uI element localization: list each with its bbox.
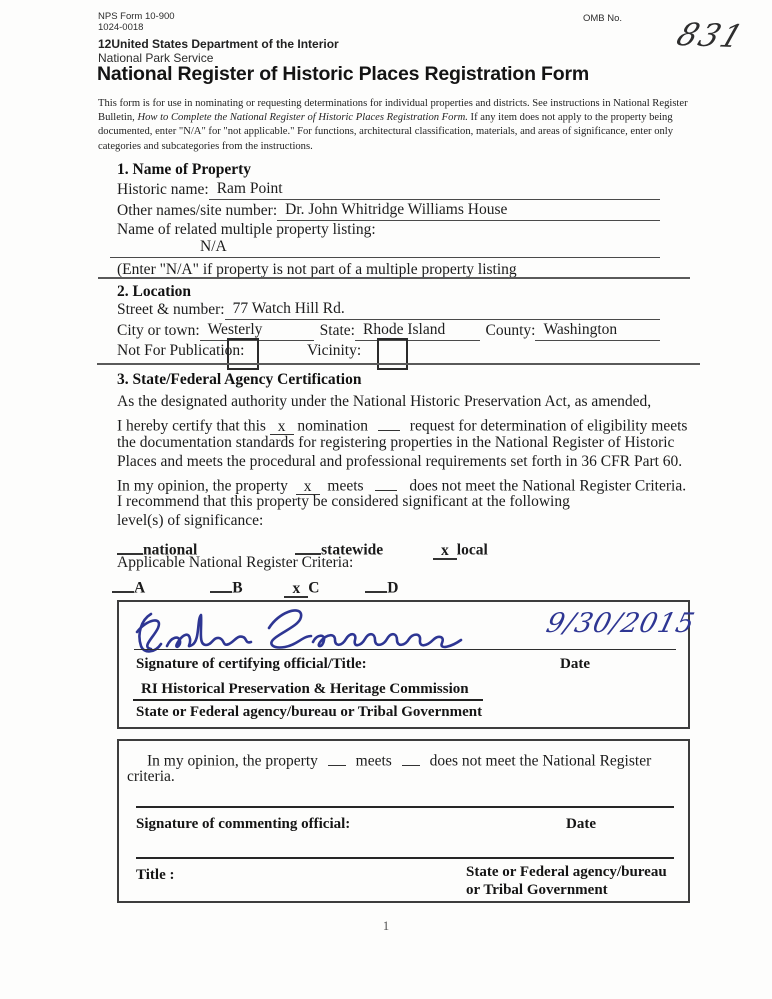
section3-divider bbox=[97, 363, 700, 365]
historic-name-field bbox=[117, 180, 660, 200]
commenting-official-box bbox=[117, 739, 690, 903]
criterion-d-blank bbox=[365, 575, 387, 593]
certify-line1-mid: nomination bbox=[297, 417, 369, 435]
commenting-date-label: Date bbox=[566, 816, 596, 832]
street-field bbox=[117, 300, 660, 320]
instructions-text-post: If any item does not apply to the property being documented, enter "N/A" for "not applicable." For functions, architectural classification, materials, and areas of significance, enter only categories and subcategories from the instructions. bbox=[98, 112, 674, 152]
signature-line bbox=[134, 649, 676, 650]
instructions-text-italic: How to Complete the National Register of Historic Places Registration Form. bbox=[137, 112, 468, 124]
certify-line2: the documentation standards for registering properties in the National Register of Historic bbox=[117, 434, 675, 451]
comment-opinion-line1 bbox=[147, 749, 651, 771]
city-label: City or town: bbox=[117, 322, 200, 339]
certifying-date-label: Date bbox=[560, 656, 590, 672]
criterion-d-label: D bbox=[387, 579, 399, 597]
page-number: 1 bbox=[382, 919, 390, 933]
opinion-line1-mid: meets bbox=[327, 477, 364, 495]
county-value: Washington bbox=[535, 321, 660, 341]
criterion-b-blank bbox=[210, 575, 232, 593]
comment-opinion-mid: meets bbox=[355, 752, 392, 770]
comment-does-not-meet-blank bbox=[402, 749, 420, 766]
vicinity-checkbox bbox=[377, 338, 408, 370]
section2-divider bbox=[98, 277, 690, 279]
authority-statement: As the designated authority under the National Historic Preservation Act, as amended, bbox=[117, 393, 652, 410]
certifying-agency-label: State or Federal agency/bureau or Tribal Government bbox=[136, 704, 483, 720]
commenting-title-line bbox=[136, 857, 674, 859]
certifying-official-box bbox=[117, 600, 699, 729]
related-listing-note: (Enter "N/A" if property is not part of a multiple property listing bbox=[117, 261, 517, 278]
state-label: State: bbox=[319, 322, 355, 339]
form-number-line2: 1024-0018 bbox=[98, 22, 144, 33]
handwritten-number: 831 bbox=[671, 16, 750, 56]
instructions-text-pre: This form is for use in nominating or requesting determinations for individual properties and districts. See instructions in National Register Bulletin, bbox=[98, 98, 688, 124]
national-blank bbox=[117, 537, 143, 555]
city-value: Westerly bbox=[200, 321, 314, 341]
certify-line1 bbox=[117, 414, 687, 436]
related-listing-field bbox=[110, 238, 660, 258]
department-name: 12United States Department of the Interior bbox=[98, 37, 339, 51]
criterion-b-label: B bbox=[232, 579, 243, 597]
historic-name-value: Ram Point bbox=[209, 180, 660, 200]
opinion-line1-post: does not meet the National Register Criteria. bbox=[409, 477, 687, 495]
omb-label: OMB No. bbox=[583, 13, 623, 24]
commenting-agency-label-line2: or Tribal Government bbox=[466, 882, 608, 898]
certify-line1-post: request for determination of eligibility meets bbox=[409, 417, 688, 435]
historic-name-label: Historic name: bbox=[117, 181, 209, 198]
section3-heading: 3. State/Federal Agency Certification bbox=[117, 371, 362, 388]
county-label: County: bbox=[485, 322, 536, 339]
local-label: local bbox=[456, 541, 488, 559]
comment-opinion-line2: criteria. bbox=[127, 768, 175, 785]
other-names-field bbox=[117, 201, 660, 221]
comment-opinion-pre: In my opinion, the property bbox=[147, 752, 318, 770]
certify-line1-pre: I hereby certify that this bbox=[117, 417, 266, 435]
opinion-line3: level(s) of significance: bbox=[117, 512, 264, 529]
criterion-c-label: C bbox=[308, 579, 320, 597]
other-names-label: Other names/site number: bbox=[117, 202, 278, 219]
document-title: National Register of Historic Places Registration Form bbox=[97, 63, 589, 85]
national-label: national bbox=[143, 541, 198, 559]
section2-heading: 2. Location bbox=[117, 283, 192, 300]
vicinity-label: Vicinity: bbox=[307, 342, 362, 359]
not-for-publication-checkbox bbox=[227, 338, 259, 370]
street-label: Street & number: bbox=[117, 301, 225, 318]
form-instructions bbox=[98, 97, 690, 154]
signature-date-handwriting: 9/30/2015 bbox=[543, 608, 699, 639]
related-listing-label: Name of related multiple property listing: bbox=[117, 221, 376, 238]
comment-meets-blank bbox=[328, 749, 346, 766]
nomination-x-mark: x bbox=[270, 419, 294, 436]
opinion-line1-pre: In my opinion, the property bbox=[117, 477, 288, 495]
criterion-a-label: A bbox=[134, 579, 145, 597]
commenting-signature-label: Signature of commenting official: bbox=[136, 816, 351, 832]
certify-line3: Places and meets the procedural and professional requirements set forth in 36 CFR Part 60. bbox=[117, 453, 683, 470]
comment-opinion-post: does not meet the National Register bbox=[429, 752, 652, 770]
commenting-signature-line bbox=[136, 806, 674, 808]
criterion-a-blank bbox=[112, 575, 134, 593]
other-names-value: Dr. John Whitridge Williams House bbox=[277, 201, 660, 221]
does-not-meet-blank bbox=[375, 474, 397, 491]
local-x-mark: x bbox=[433, 543, 457, 561]
meets-x-mark: x bbox=[296, 479, 320, 496]
not-for-publication-label: Not For Publication: bbox=[117, 342, 245, 359]
statewide-blank bbox=[295, 537, 321, 555]
certifying-agency-name: RI Historical Preservation & Heritage Commission bbox=[133, 681, 483, 698]
criterion-c-x-mark: x bbox=[284, 581, 308, 599]
statewide-label: statewide bbox=[321, 541, 384, 559]
opinion-line2: I recommend that this property be considered significant at the following bbox=[117, 493, 570, 510]
section1-heading: 1. Name of Property bbox=[117, 161, 252, 178]
commenting-title-label: Title : bbox=[136, 867, 175, 883]
form-number-line1: NPS Form 10-900 bbox=[98, 11, 175, 22]
criteria-row bbox=[112, 575, 398, 598]
related-listing-value: N/A bbox=[110, 238, 660, 258]
street-value: 77 Watch Hill Rd. bbox=[225, 300, 660, 320]
agency-name: National Park Service bbox=[98, 51, 214, 65]
criteria-label: Applicable National Register Criteria: bbox=[117, 554, 354, 571]
certifying-signature-label: Signature of certifying official/Title: bbox=[136, 656, 367, 672]
commenting-agency-label-line1: State or Federal agency/bureau bbox=[466, 864, 667, 880]
request-blank bbox=[378, 414, 400, 431]
state-value: Rhode Island bbox=[355, 321, 480, 341]
